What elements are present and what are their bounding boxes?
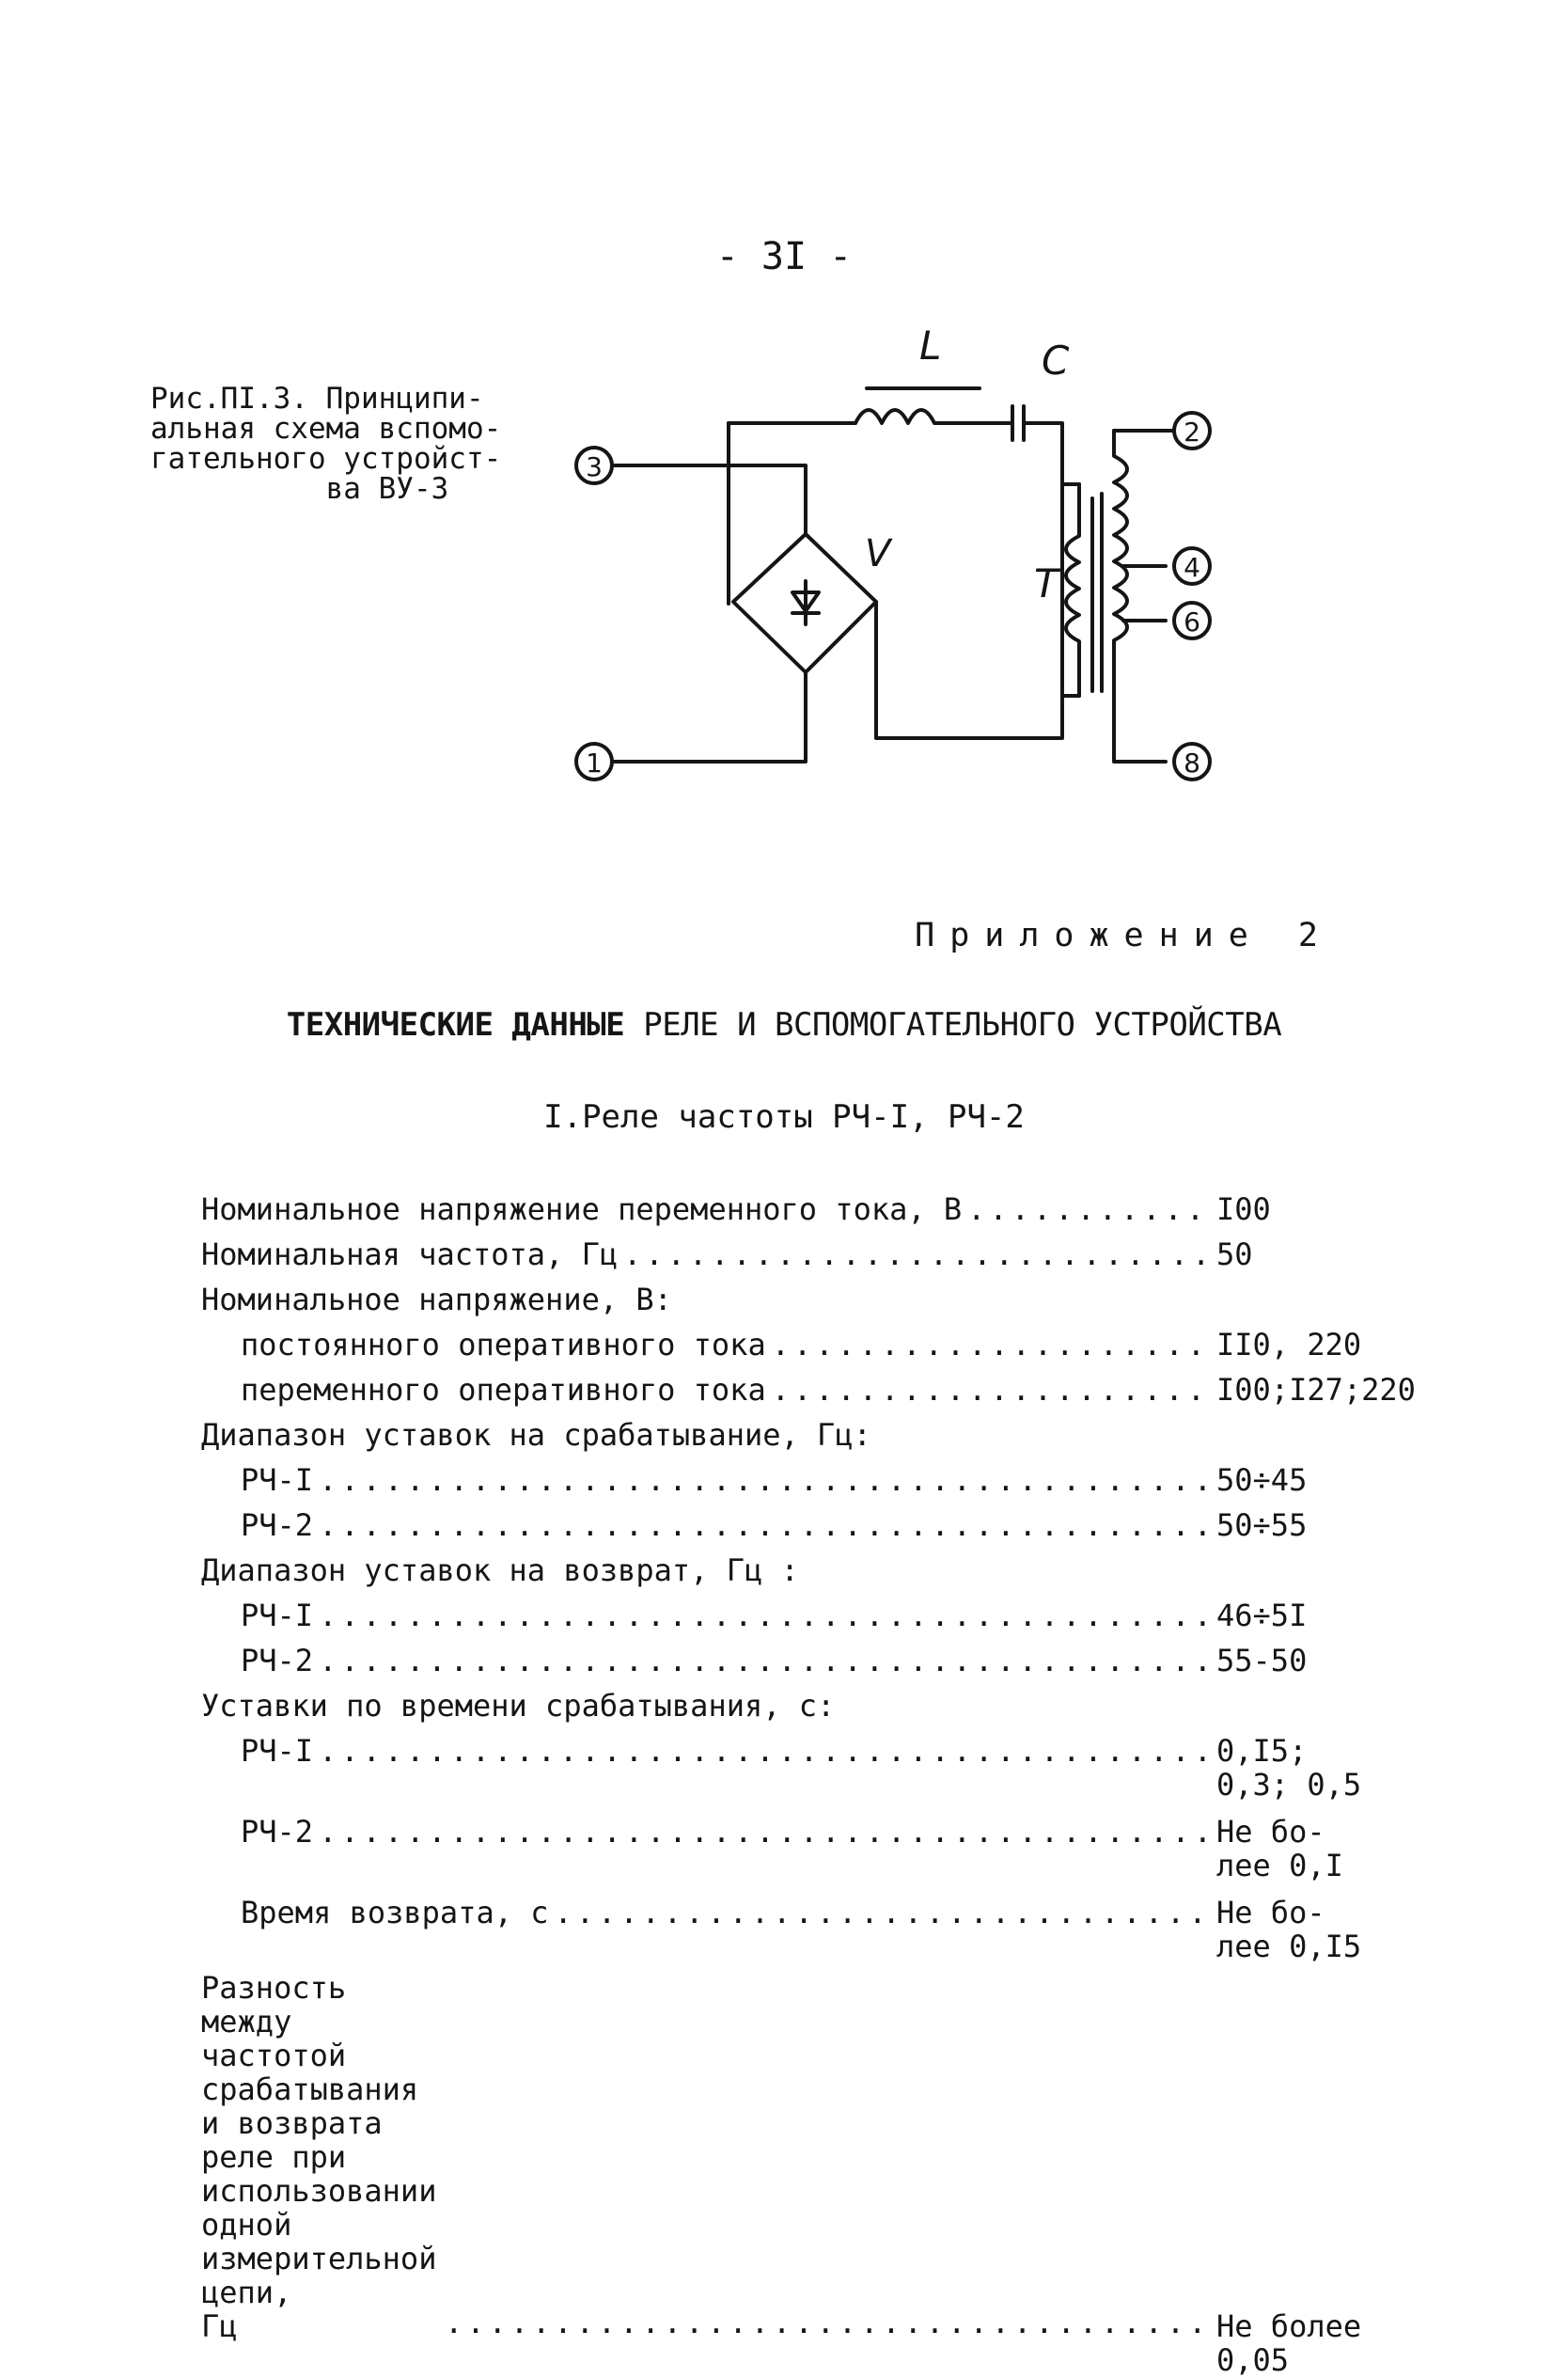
spec-label: Диапазон уставок на срабатывание, Гц: [201, 1417, 871, 1453]
terminal-2-label: 2 [1184, 417, 1200, 448]
spec-group-heading [201, 1412, 1386, 1457]
leader-dots [319, 1638, 1211, 1683]
spec-label: РЧ-I [241, 1733, 314, 1769]
spec-row [201, 1187, 1386, 1232]
terminal-3-label: 3 [586, 451, 603, 482]
spec-row [201, 1728, 1386, 1802]
spec-row [201, 1232, 1386, 1277]
spec-label: Номинальное напряжение, В: [201, 1282, 672, 1317]
spec-label: Уставки по времени срабатывания, с: [201, 1688, 836, 1724]
spec-label: Номинальная частота, Гц [201, 1236, 619, 1272]
section-subheading: I.Реле частоты РЧ-I, РЧ-2 [543, 1098, 1025, 1136]
spec-row [201, 1367, 1416, 1412]
spec-value: 50÷45 [1216, 1462, 1308, 1498]
diode-symbol [792, 581, 819, 624]
label-bridge: V [865, 532, 891, 575]
spec-label: РЧ-2 [241, 1507, 314, 1543]
terminal-1-label: 1 [586, 748, 603, 779]
spec-value: Не более 0,05 [1216, 2308, 1362, 2378]
leader-dots [772, 1322, 1211, 1367]
spec-value: 46÷5I [1216, 1598, 1308, 1633]
spec-label: РЧ-2 [241, 1643, 314, 1678]
spec-row [201, 1593, 1386, 1638]
spec-value: 0,I5; 0,3; 0,5 [1216, 1733, 1362, 1803]
spec-label: Номинальное напряжение переменного тока, В [201, 1191, 963, 1227]
spec-row [201, 1638, 1386, 1683]
spec-value: 50÷55 [1216, 1507, 1308, 1543]
spec-row [201, 1809, 1386, 1882]
leader-dots [623, 1232, 1211, 1277]
spec-group-heading [201, 1548, 1386, 1593]
transformer-secondary [1114, 431, 1166, 762]
leader-dots [445, 2300, 1211, 2345]
spec-value: Не бо- лее 0,I5 [1216, 1895, 1362, 1964]
spec-value: I00;I27;220 [1216, 1372, 1416, 1408]
spec-group-heading [201, 1277, 1386, 1322]
spec-label: Время возврата, с [241, 1895, 549, 1930]
leader-dots [319, 1457, 1211, 1503]
spec-label: РЧ-I [241, 1462, 314, 1498]
label-transformer: T [1034, 560, 1058, 606]
label-capacitor: C [1042, 338, 1070, 384]
page-number: - 3I - [715, 235, 853, 278]
spec-row [201, 1457, 1386, 1503]
spec-row [201, 1890, 1386, 1963]
leader-dots [319, 1593, 1211, 1638]
leader-dots [772, 1367, 1211, 1412]
leader-dots [319, 1503, 1211, 1548]
spec-label: постоянного оперативного тока [241, 1327, 766, 1362]
terminal-6-label: 6 [1184, 606, 1200, 638]
figure-caption: Рис.ПI.3. Принципи- альная схема вспомо- гательного устройст- ва ВУ-3 [150, 382, 502, 506]
spec-row [201, 1970, 1386, 2378]
leader-dots [319, 1728, 1211, 1773]
section-heading [0, 1006, 1568, 1044]
spec-label: РЧ-2 [241, 1814, 314, 1850]
spec-label: переменного оперативного тока [241, 1372, 766, 1408]
leader-dots [967, 1187, 1211, 1232]
wire-top-left [729, 423, 855, 428]
appendix-label: Приложение 2 [915, 917, 1333, 954]
spec-list [201, 1187, 1416, 2378]
terminal-8-label: 8 [1184, 748, 1200, 779]
spec-row [201, 1503, 1386, 1548]
spec-label: Диапазон уставок на возврат, Гц : [201, 1552, 799, 1588]
spec-label: Разность между частотой срабатывания и возврата реле при использовании одной измерительной цепи, Гц [201, 1970, 437, 2344]
spec-value: I00 [1216, 1191, 1271, 1227]
inductor-symbol [855, 410, 978, 423]
heading-rest: РЕЛЕ И ВСПОМОГАТЕЛЬНОГО УСТРОЙСТВА [624, 1006, 1282, 1044]
spec-value: II0, 220 [1216, 1327, 1362, 1362]
leader-dots [555, 1890, 1211, 1935]
spec-value: Не бо- лее 0,I [1216, 1814, 1343, 1883]
spec-row [201, 1322, 1386, 1367]
spec-group-heading [201, 1683, 1386, 1728]
label-inductor: L [919, 323, 942, 369]
spec-value: 55-50 [1216, 1643, 1308, 1678]
terminal-4-label: 4 [1184, 552, 1200, 583]
spec-value: 50 [1216, 1236, 1253, 1272]
heading-bold: ТЕХНИЧЕСКИЕ ДАННЫЕ [286, 1006, 625, 1044]
circuit-schematic [564, 320, 1335, 809]
leader-dots [319, 1809, 1211, 1854]
spec-label: РЧ-I [241, 1598, 314, 1633]
